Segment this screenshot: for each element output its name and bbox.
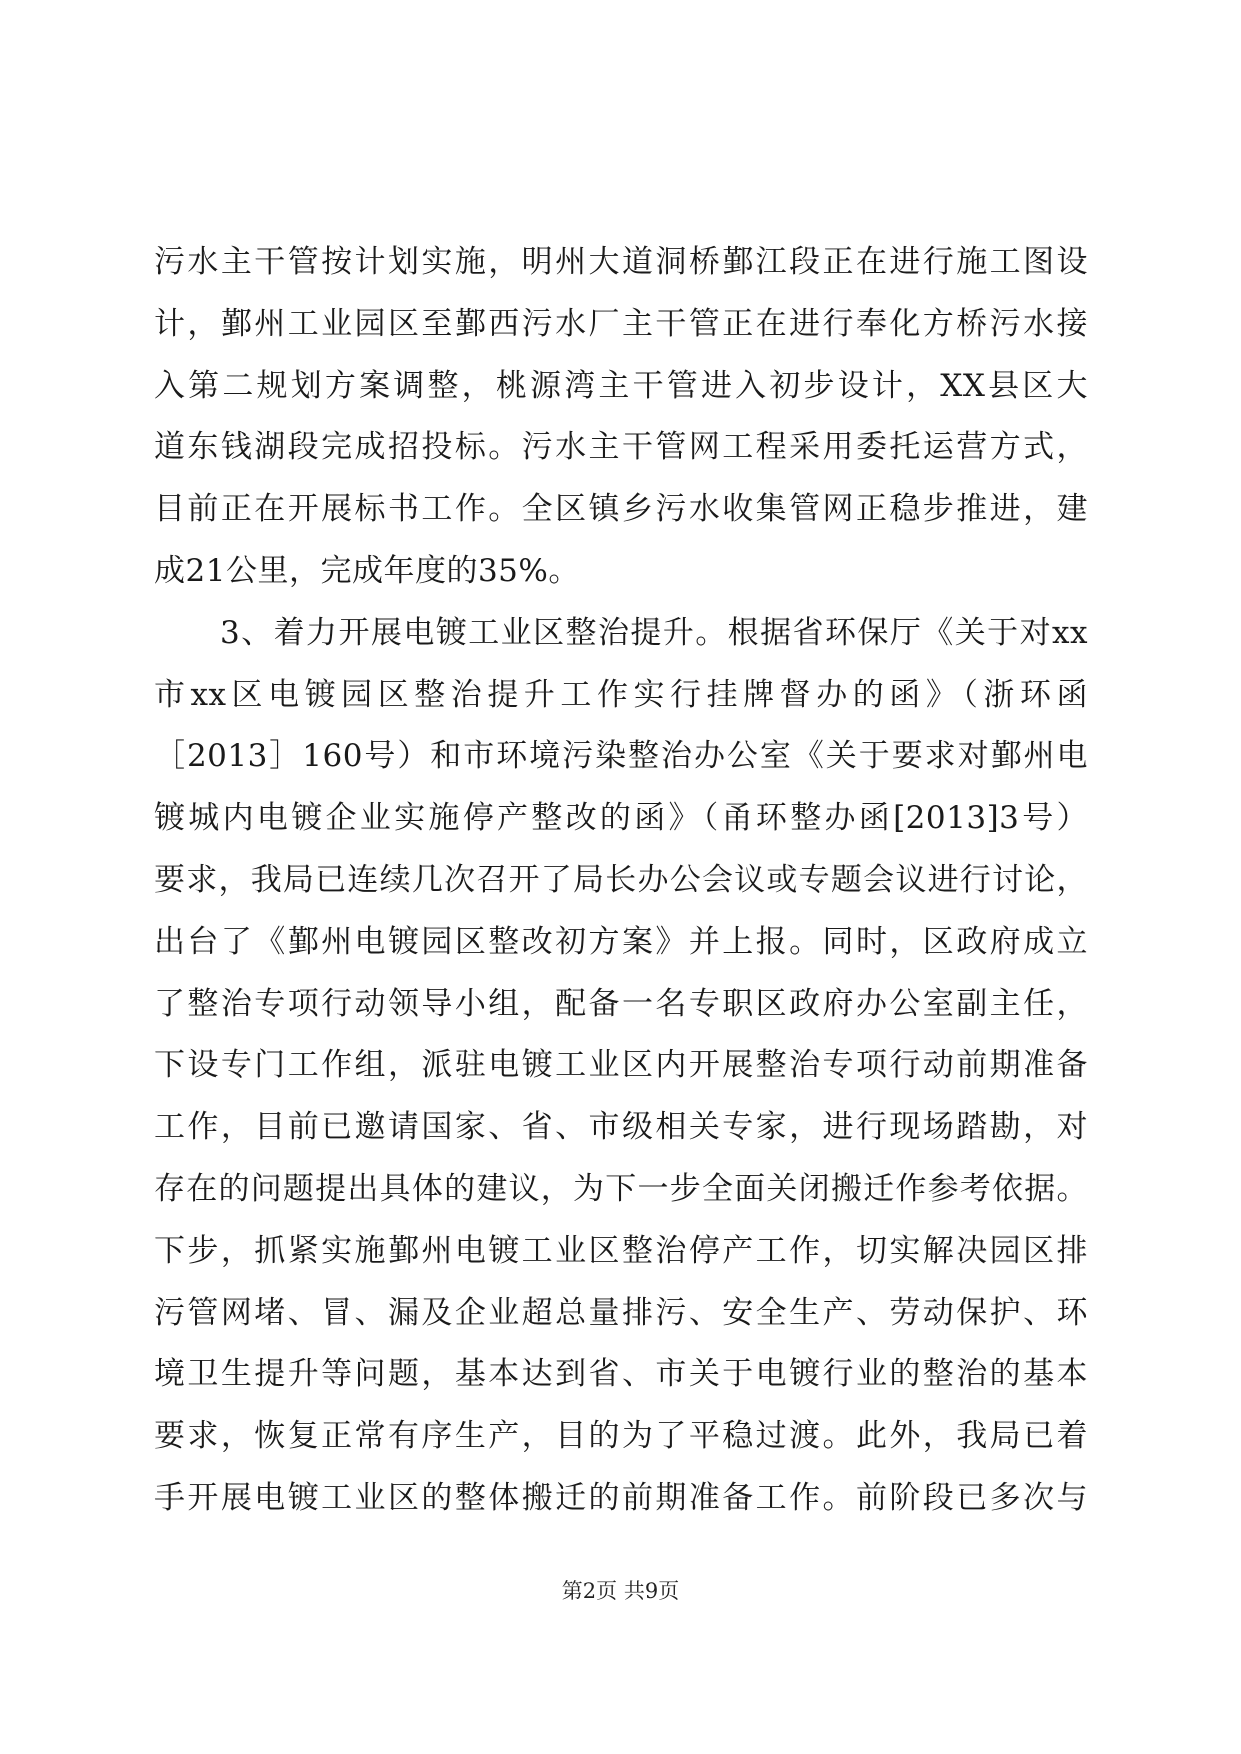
- text-line: 了整治专项行动领导小组，配备一名专职区政府办公室副主任，: [154, 985, 1088, 1022]
- text-line: 计，鄞州工业园区至鄞西污水厂主干管正在进行奉化方桥污水接: [154, 305, 1088, 342]
- text-line: 存在的问题提出具体的建议，为下一步全面关闭搬迁作参考依据。: [154, 1170, 1088, 1207]
- text-line: 目前正在开展标书工作。全区镇乡污水收集管网正稳步推进，建: [154, 491, 1088, 528]
- text-line: 要求，恢复正常有序生产，目的为了平稳过渡。此外，我局已着: [154, 1418, 1088, 1455]
- text-line: 手开展电镀工业区的整体搬迁的前期准备工作。前阶段已多次与: [154, 1479, 1088, 1516]
- document-body: [154, 232, 1088, 1530]
- text-line: 入第二规划方案调整，桃源湾主干管进入初步设计，XX县区大: [154, 367, 1088, 404]
- text-line: ［2013］160号）和市环境污染整治办公室《关于要求对鄞州电: [154, 738, 1088, 775]
- text-line: 出台了《鄞州电镀园区整改初方案》并上报。同时，区政府成立: [154, 923, 1088, 960]
- text-line: 工作，目前已邀请国家、省、市级相关专家，进行现场踏勘，对: [154, 1109, 1088, 1146]
- text-line: 镀城内电镀企业实施停产整改的函》（甬环整办函[2013]3号）: [154, 800, 1088, 837]
- paragraph-2: [154, 603, 1088, 1530]
- text-line: 3、着力开展电镀工业区整治提升。根据省环保厅《关于对xx: [220, 614, 1088, 651]
- page-number-footer: 第2页 共9页: [561, 1579, 680, 1603]
- text-line: 市xx区电镀园区整治提升工作实行挂牌督办的函》（浙环函: [154, 676, 1088, 713]
- text-line: 下步，抓紧实施鄞州电镀工业区整治停产工作，切实解决园区排: [154, 1232, 1088, 1269]
- text-line: 成21公里，完成年度的35%。: [154, 552, 580, 589]
- text-line: 境卫生提升等问题，基本达到省、市关于电镀行业的整治的基本: [154, 1356, 1088, 1393]
- text-line: 道东钱湖段完成招投标。污水主干管网工程采用委托运营方式，: [154, 429, 1088, 466]
- text-line: 要求，我局已连续几次召开了局长办公会议或专题会议进行讨论，: [154, 861, 1088, 898]
- paragraph-1: [154, 232, 1088, 603]
- text-line: 污水主干管按计划实施，明州大道洞桥鄞江段正在进行施工图设: [154, 244, 1088, 280]
- text-line: 下设专门工作组，派驻电镀工业区内开展整治专项行动前期准备: [154, 1047, 1088, 1084]
- text-line: 污管网堵、冒、漏及企业超总量排污、安全生产、劳动保护、环: [154, 1294, 1088, 1331]
